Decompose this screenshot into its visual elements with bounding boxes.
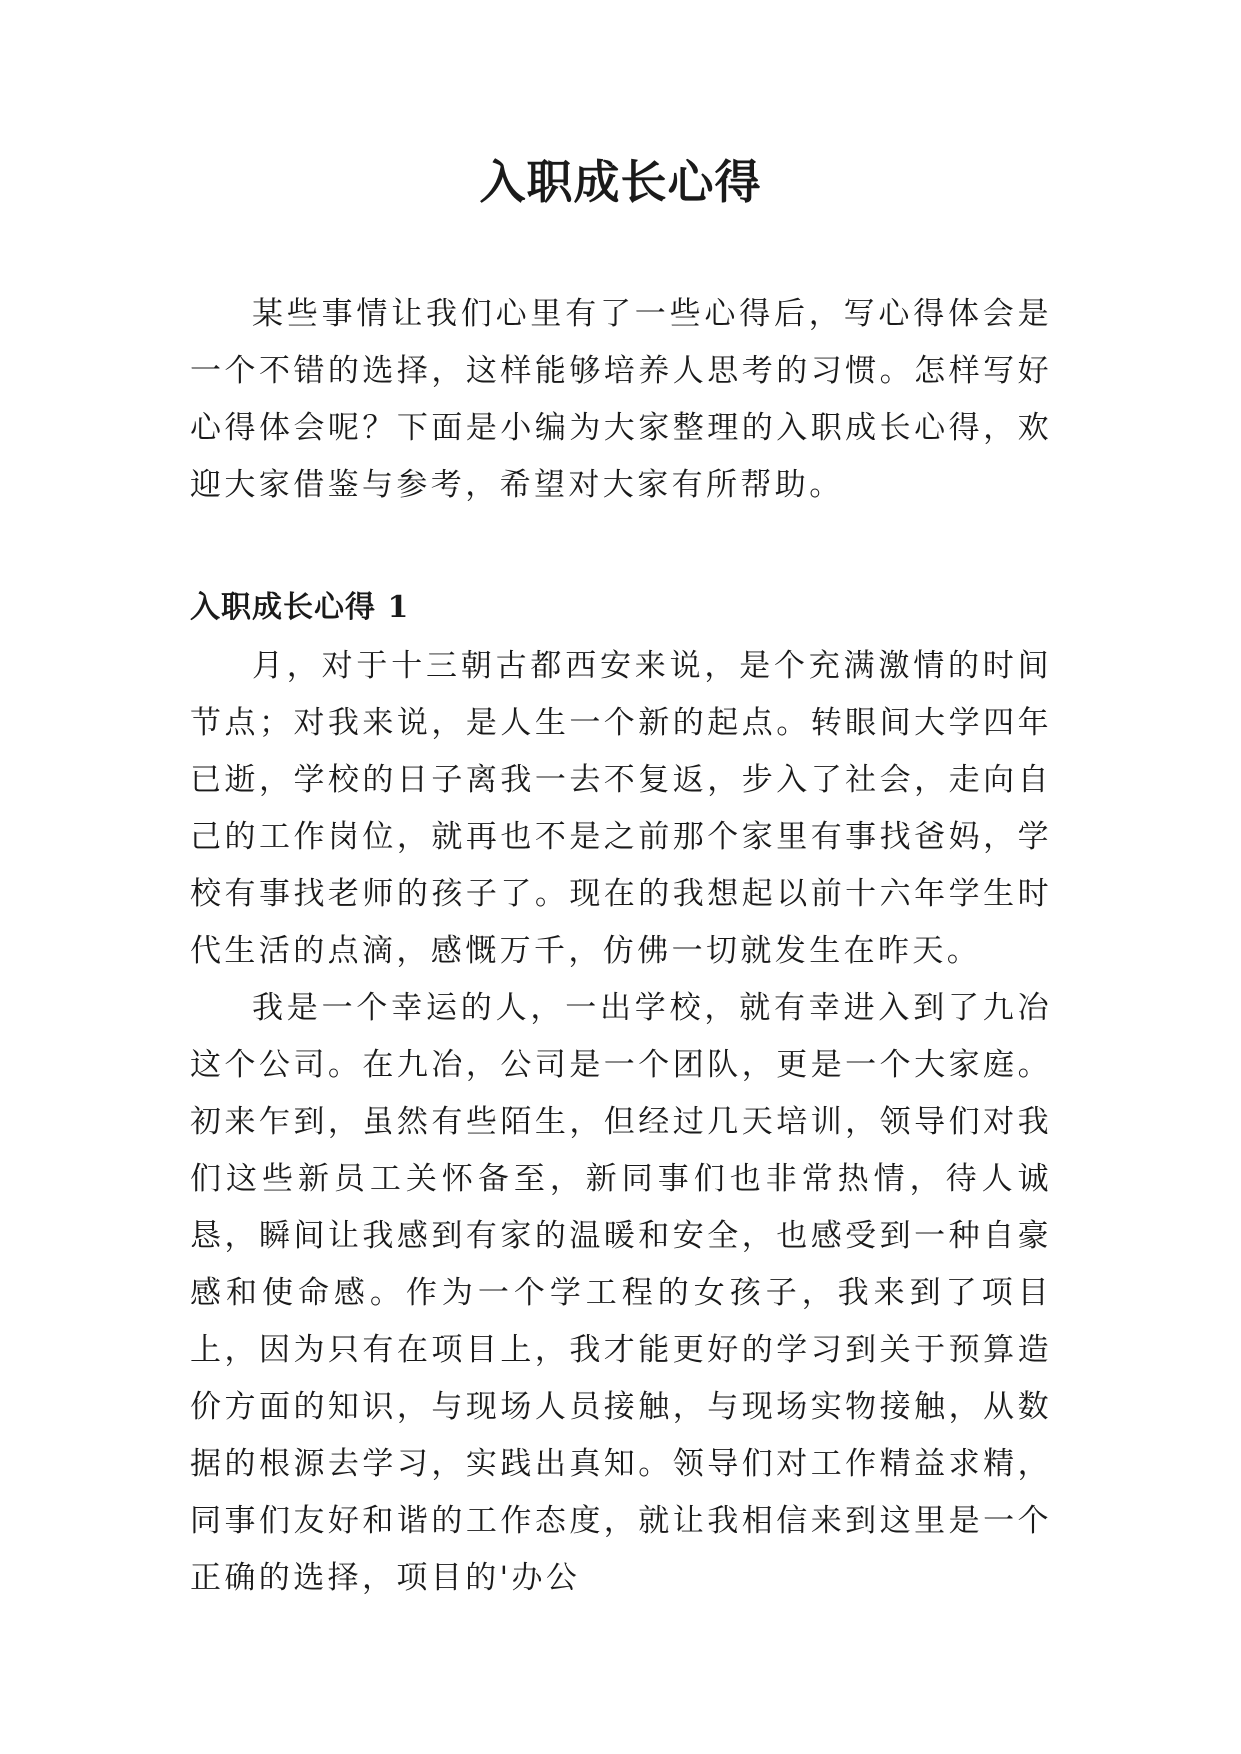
document-title: 入职成长心得 [479,155,762,209]
section-heading: 入职成长心得 1 [190,590,410,625]
intro-block [190,286,1052,514]
body-paragraph: 月，对于十三朝古都西安来说，是个充满激情的时间节点；对我来说，是人生一个新的起点。转眼间大学四年已逝，学校的日子离我一去不复返，步入了社会，走向自己的工作岗位，就再也不是之前那个家里有事找爸妈，学校有事找老师的孩子了。现在的我想起以前十六年学生时代生活的点滴，感慨万千，仿佛一切就发生在昨天。 [190,648,1052,969]
intro-paragraph: 某些事情让我们心里有了一些心得后，写心得体会是一个不错的选择，这样能够培养人思考的习惯。怎样写好心得体会呢？下面是小编为大家整理的入职成长心得，欢迎大家借鉴与参考，希望对大家有所帮助。 [190,296,1052,503]
body-paragraph: 我是一个幸运的人，一出学校，就有幸进入到了九冶这个公司。在九冶，公司是一个团队，更是一个大家庭。初来乍到，虽然有些陌生，但经过几天培训，领导们对我们这些新员工关怀备至，新同事们也非常热情，待人诚恳，瞬间让我感到有家的温暖和安全，也感受到一种自豪感和使命感。作为一个学工程的女孩子，我来到了项目上，因为只有在项目上，我才能更好的学习到关于预算造价方面的知识，与现场人员接触，与现场实物接触，从数据的根源去学习，实践出真知。领导们对工作精益求精，同事们友好和谐的工作态度，就让我相信来到这里是一个正确的选择，项目的'办公 [190,990,1052,1596]
section-body [190,638,1052,1607]
